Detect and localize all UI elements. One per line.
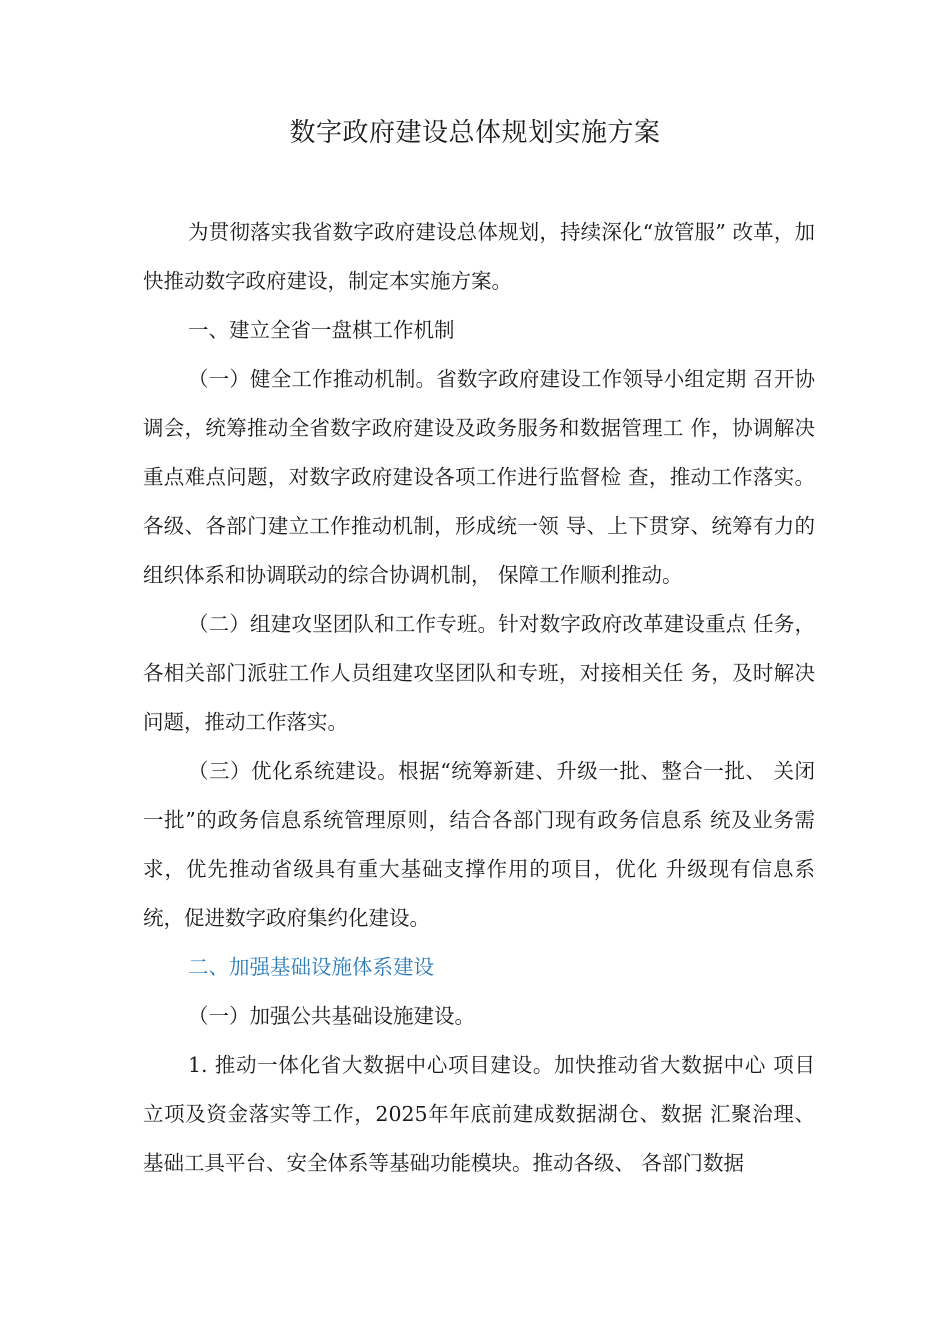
section-heading-2: 二、加强基础设施体系建设	[188, 955, 434, 979]
subsection-heading-2-1: （一）加强公共基础设施建设。	[188, 1004, 475, 1028]
subsection-paragraph-1-1: （一）健全工作推动机制。省数字政府建设工作领导小组定期 召开协调会，统筹推动全省数字政府建设及政务服务和数据管理工 作，协调解决重点难点问题，对数字政府建设各项工作进行监督检 查，推动工作落实。各级、各部门建立工作推动机制，形成统一领 导、上下贯穿、统筹有力的组织体系和协调联动的综合协调机制， 保障工作顺利推动。	[143, 367, 815, 587]
section-heading-1: 一、建立全省一盘棋工作机制	[188, 318, 455, 342]
subsection-paragraph-1-3: （三）优化系统建设。根据“统筹新建、升级一批、整合一批、 关闭一批”的政务信息系统管理原则，结合各部门现有政务信息系 统及业务需求，优先推动省级具有重大基础支撑作用的项目，优化 升级现有信息系统，促进数字政府集约化建设。	[143, 759, 815, 930]
item-paragraph-2-1-1: 1. 推动一体化省大数据中心项目建设。加快推动省大数据中心 项目立项及资金落实等工作，2025年年底前建成数据湖仓、数据 汇聚治理、基础工具平台、安全体系等基础功能模块。推动各级、 各部门数据	[143, 1053, 815, 1175]
document-body	[143, 208, 815, 1188]
document-title: 数字政府建设总体规划实施方案	[289, 118, 661, 148]
intro-paragraph: 为贯彻落实我省数字政府建设总体规划，持续深化“放管服” 改革，加快推动数字政府建设，制定本实施方案。	[143, 220, 815, 293]
subsection-paragraph-1-2: （二）组建攻坚团队和工作专班。针对数字政府改革建设重点 任务，各相关部门派驻工作人员组建攻坚团队和专班，对接相关任 务，及时解决问题，推动工作落实。	[143, 612, 815, 734]
